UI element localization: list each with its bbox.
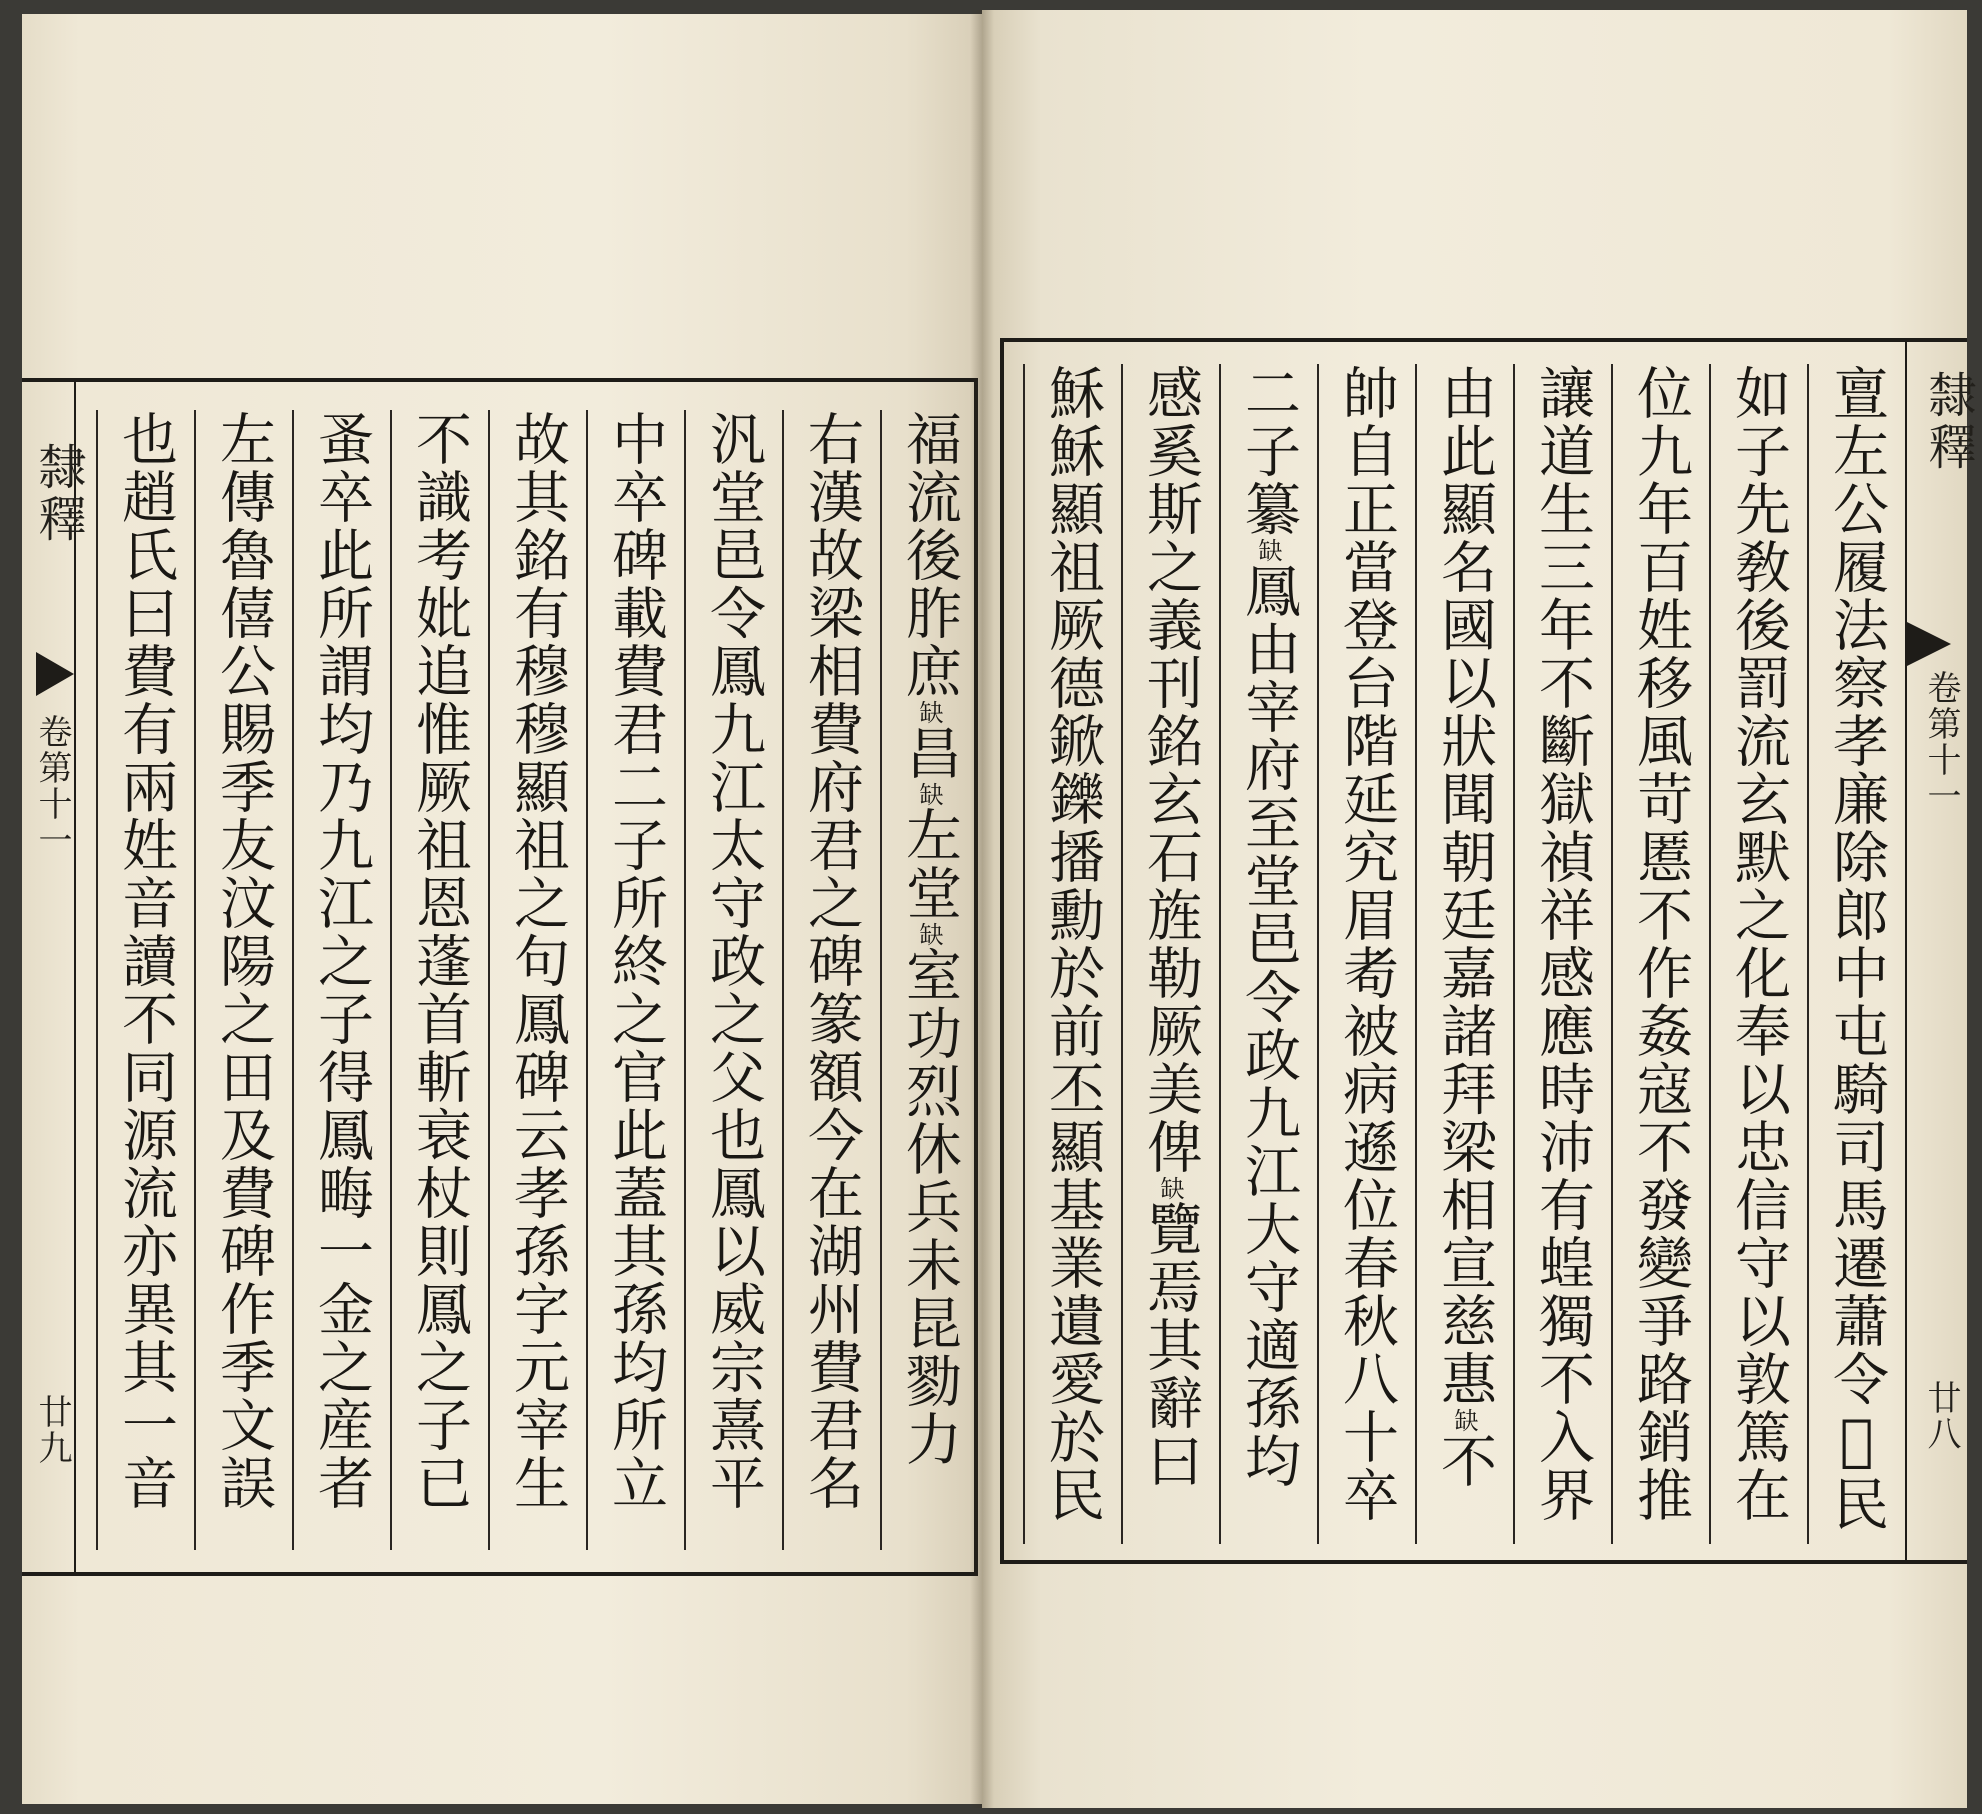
text-column: [1121, 364, 1219, 1544]
book-gutter: [970, 10, 994, 1808]
text-column: 如子先敎後罰流玄默之化奉以忠信守以敦篤在: [1709, 364, 1807, 1544]
right-margin-leaf-number: 廿八: [1921, 1380, 1961, 1452]
column-text: 福流後胙庶: [897, 410, 962, 700]
lacuna-mark: 缺: [915, 782, 943, 806]
text-column: 左傳魯僖公賜季友汶陽之田及費碑作季文誤: [194, 410, 292, 1550]
text-column: [1219, 364, 1317, 1544]
text-column: 故其銘有穆穆顯祖之句鳳碑云孝孫字元宰生: [488, 410, 586, 1550]
column-text: 感奚斯之義刊銘玄石旌勒厥美俾: [1138, 364, 1203, 1176]
fish-tail-mark: [1907, 622, 1951, 666]
lacuna-mark: 缺: [1254, 538, 1282, 562]
lacuna-mark: 缺: [1450, 1408, 1478, 1432]
left-margin-leaf-number: 廿九: [32, 1394, 72, 1466]
text-column: 位九年百姓移風苛慝不作姦寇不發變爭路銷推: [1611, 364, 1709, 1544]
text-column: 穌穌顯祖厥德鍁鑠播勳於前丕顯基業遺愛於民: [1023, 364, 1121, 1544]
text-column: 汎堂邑令鳳九江太守政之父也鳳以威宗熹平: [684, 410, 782, 1550]
column-text: 昌: [897, 724, 962, 782]
column-text: 不: [1432, 1432, 1497, 1490]
text-column: 蚤卒此所謂均乃九江之子得鳳畮一金之産者: [292, 410, 390, 1550]
column-text: 覽焉其辭曰: [1138, 1200, 1203, 1490]
right-margin-volume: 卷第十一: [1921, 670, 1961, 814]
right-page: [982, 10, 1976, 1808]
text-column: 讓道生三年不斷獄禎祥感應時沛有蝗獨不入界: [1513, 364, 1611, 1544]
column-text: 由此顯名國以狀聞朝廷嘉諸拜梁相宣慈惠: [1432, 364, 1497, 1408]
text-column: 亶左公履法察孝廉除郎中屯騎司馬遷蕭令𤀃民: [1807, 364, 1905, 1544]
text-column: 帥自正當登台階延究眉耇被病遜位春秋八十卒: [1317, 364, 1415, 1544]
column-text: 二子纂: [1236, 364, 1301, 538]
lacuna-mark: 缺: [1156, 1176, 1184, 1200]
text-column: 右漢故梁相費府君之碑篆額今在湖州費君名: [782, 410, 880, 1550]
column-text: 左堂: [897, 806, 962, 922]
fish-tail-mark: [36, 652, 74, 696]
right-margin-book-title: 隸釋: [1920, 370, 1976, 474]
left-page: [22, 14, 982, 1804]
left-margin-volume: 卷第十一: [32, 714, 72, 858]
left-margin-book-title: 隸釋: [30, 442, 86, 546]
text-column: 不識考妣追惟厥祖恩蓬首斬衰杖則鳳之子已: [390, 410, 488, 1550]
text-column: 中卒碑載費君二子所終之官此蓋其孫均所立: [586, 410, 684, 1550]
lacuna-mark: 缺: [915, 700, 943, 724]
text-column: [880, 410, 978, 1550]
lacuna-mark: 缺: [915, 922, 943, 946]
column-text: 鳳由宰府至堂邑令政九江大守適孫均: [1236, 562, 1301, 1490]
text-column: 也趙氏曰費有兩姓音讀不同源流亦異其一音: [96, 410, 194, 1550]
text-column: [1415, 364, 1513, 1544]
column-text: 室功烈休兵未昆勠力: [897, 946, 962, 1468]
